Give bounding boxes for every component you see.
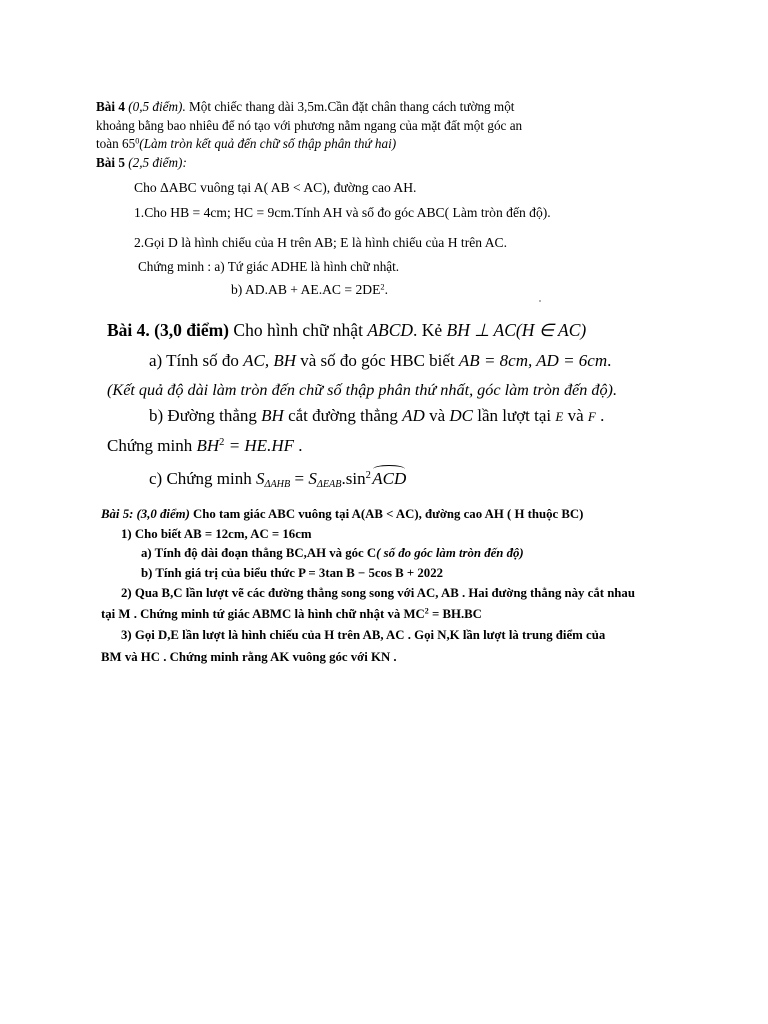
bai4b-question-a: a) Tính số đo AC, BH và số đo góc HBC biết AB = 8cm, AD = 6cm. xyxy=(149,351,612,370)
angle-acd-arc: ACD xyxy=(372,469,407,488)
bai5b-question-1b: b) Tính giá trị của biểu thức P = 3tan B − 5cos B + 2022 xyxy=(141,566,443,580)
bai5-heading-line xyxy=(96,155,187,171)
bai5b-intro: Bài 5: (3,0 điểm) Cho tam giác ABC vuông tại A(AB < AC), đường cao AH ( H thuộc BC) xyxy=(101,507,584,521)
bai4b-question-b: b) Đường thẳng BH cắt đường thẳng AD và DC lần lượt tại E và F . xyxy=(149,406,605,425)
bai4b-intro: Bài 4. (3,0 điểm) Cho hình chữ nhật ABCD. Kẻ BH ⊥ AC(H ∈ AC) xyxy=(107,320,587,340)
bai4b-heading: Bài 4. (3,0 điểm) xyxy=(107,320,230,340)
bai4-rounding-note: (Làm tròn kết quả đến chữ số thập phân thứ hai) xyxy=(139,136,397,151)
bai5b-question-2-line-1: 2) Qua B,C lần lượt vẽ các đường thẳng song song với AC, AB . Hai đường thẳng này cắt nhau xyxy=(121,586,635,600)
bai4-text: Một chiếc thang dài 3,5m.Cần đặt chân thang cách tường một xyxy=(185,99,515,114)
bai4-line-3: toàn $65^0(Làm$ tròn kết quả đến chữ số thập phân thứ hai) xyxy=(96,136,397,151)
bai4b-rounding-note: (Kết quả độ dài làm tròn đến chữ số thập phân thứ nhất, góc làm tròn đến độ). xyxy=(107,381,617,399)
bai5-question-2a: Chứng minh : a) Tứ giác ADHE là hình chữ nhật. xyxy=(138,259,400,274)
bai4-points: (0,5 điểm). xyxy=(124,99,186,114)
bai4-heading: Bài 4 xyxy=(96,99,125,114)
bai4-line-1 xyxy=(96,99,514,115)
perpendicular-relation: BH ⊥ AC(H ∈ AC) xyxy=(446,320,587,340)
bai5-question-1: 1.Cho HB = 4cm; HC = 9cm.Tính AH và số đo góc ABC( Làm tròn đến độ). xyxy=(134,205,551,220)
bai5-heading: Bài 5 xyxy=(96,155,125,170)
scan-speck xyxy=(539,300,541,302)
bai5-points: (2,5 điểm): xyxy=(124,155,187,170)
bai5b-question-1a: a) Tính độ dài đoạn thẳng BC,AH và góc C( số đo góc làm tròn đến độ) xyxy=(141,546,524,560)
bai5-question-2b: b) $AD.AB + AE.AC = 2DE^2$. xyxy=(231,281,389,297)
bai5b-question-2-line-2: tại M . Chứng minh tứ giác ABMC là hình chữ nhật và $MC^2 = BH.BC$ xyxy=(101,606,482,621)
bai5-given: Cho ΔABC vuông tại A( AB < AC), đường cao AH. xyxy=(134,180,417,195)
bai5b-heading: Bài 5: (3,0 điểm) xyxy=(101,507,190,521)
bai5b-question-3-line-2: BM và HC . Chứng minh rằng AK vuông góc với KN . xyxy=(101,650,397,664)
bai4b-question-c: c) Chứng minh $S_{\Delta AHB} = S_{\Delta EAB}.\sin^2$ ACD xyxy=(149,469,407,491)
bai4-line-2: khoảng bằng bao nhiêu để nó tạo với phương nằm ngang của mặt đất một góc an xyxy=(96,118,523,133)
bai5b-question-1: 1) Cho biết AB = 12cm, AC = 16cm xyxy=(121,527,312,541)
bai5-question-2: 2.Gọi D là hình chiếu của H trên AB; E là hình chiếu của H trên AC. xyxy=(134,235,507,250)
bai4b-prove: Chứng minh $BH^2 = HE.HF$ . xyxy=(107,436,303,455)
bai5b-question-3-line-1: 3) Gọi D,E lần lượt là hình chiếu của H trên AB, AC . Gọi N,K lần lượt là trung điểm của xyxy=(121,628,606,642)
